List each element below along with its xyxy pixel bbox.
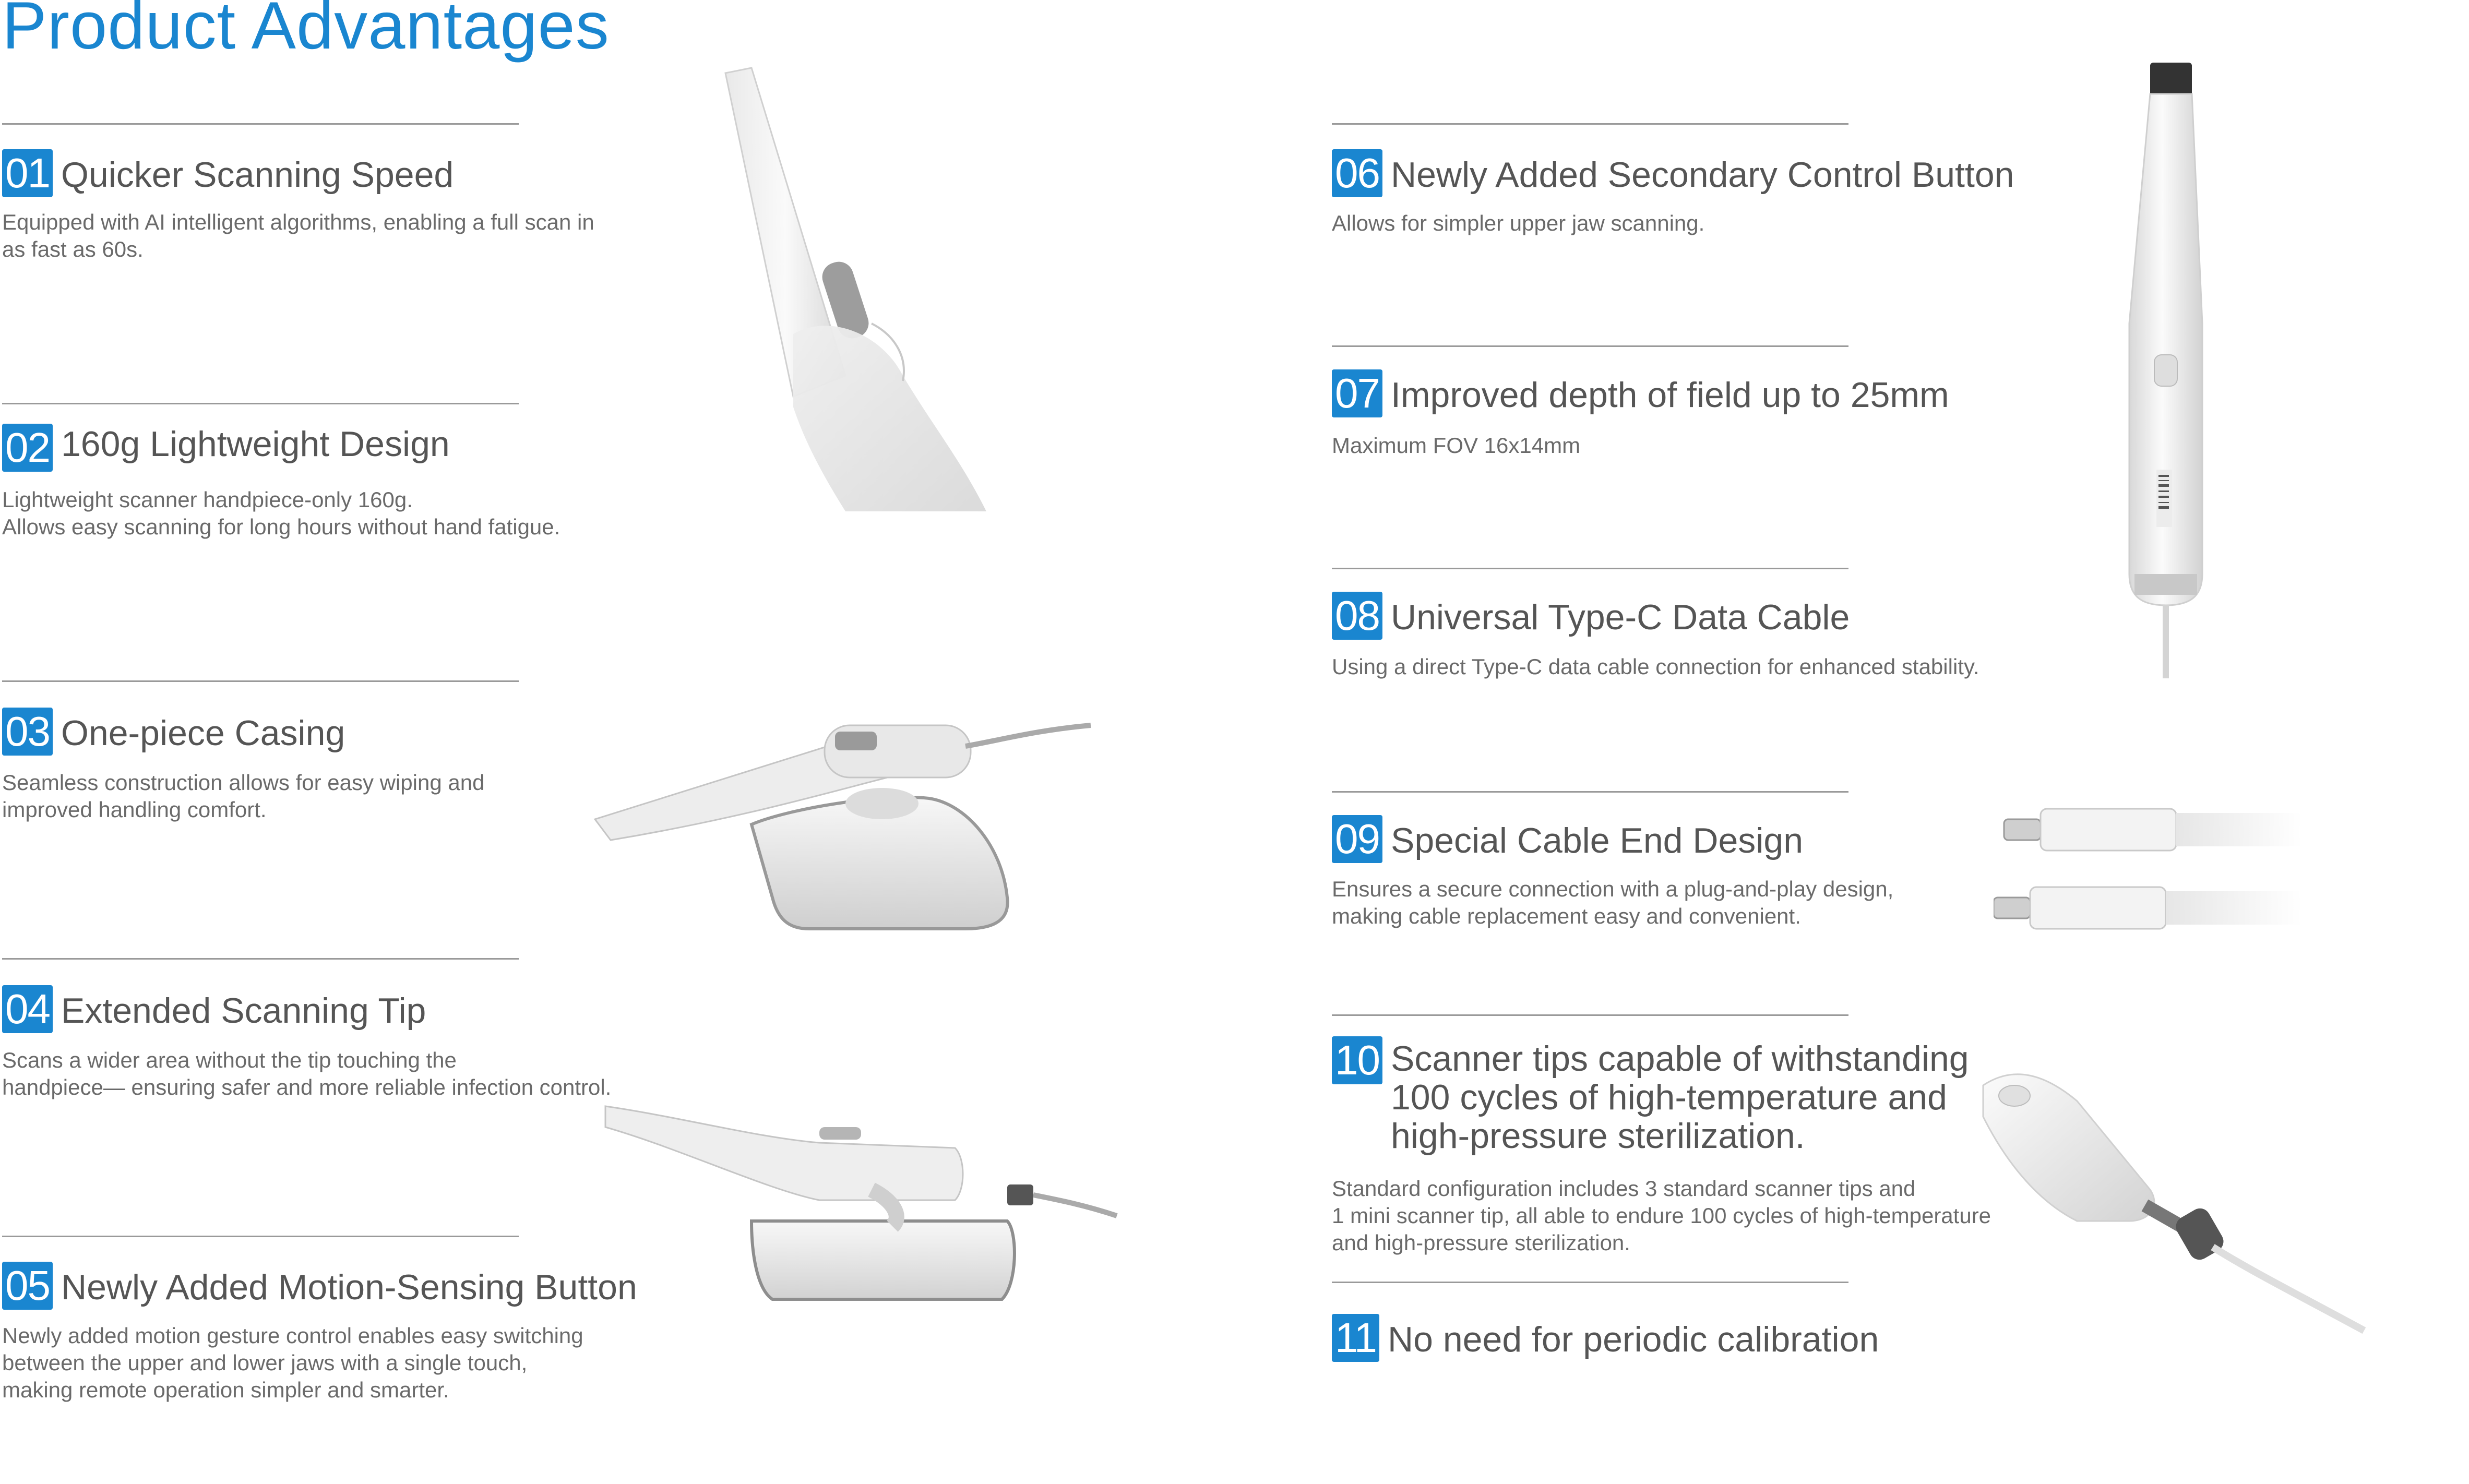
feature-description: Newly added motion gesture control enables easy switching between the upper and lower jaws with a single touch, making remote operation simpler and smarter.	[2, 1323, 583, 1402]
feature-02	[2, 403, 733, 570]
feature-08	[1332, 568, 2062, 735]
feature-title: No need for periodic calibration	[1388, 1320, 1879, 1359]
feature-description: Allows for simpler upper jaw scanning.	[1332, 211, 1705, 235]
feature-title: Universal Type-C Data Cable	[1390, 597, 1850, 637]
divider	[1332, 1014, 1848, 1016]
feature-title: 160g Lightweight Design	[61, 424, 450, 464]
feature-number-badge: 05	[2, 1262, 53, 1310]
feature-title: Special Cable End Design	[1390, 821, 1804, 860]
type-c-cables-image	[1994, 793, 2307, 950]
page-title: Product Advantages	[2, 0, 610, 63]
feature-description: Standard configuration includes 3 standard scanner tips and 1 mini scanner tip, all able to endure 100 cycles of high-temperature and high-pressure sterilization.	[1332, 1176, 1991, 1255]
feature-description: Seamless construction allows for easy wiping and improved handling comfort.	[2, 770, 485, 822]
divider	[1332, 791, 1848, 793]
feature-number-badge: 04	[2, 985, 53, 1033]
feature-number-badge: 08	[1332, 592, 1382, 640]
scanner-on-stand-image	[590, 699, 1096, 939]
feature-09	[1332, 791, 2062, 958]
feature-10	[1332, 1014, 2062, 1265]
feature-number-badge: 01	[2, 149, 53, 197]
feature-title: One-piece Casing	[61, 713, 345, 753]
feature-number-badge: 02	[2, 424, 53, 472]
divider	[1332, 345, 1848, 347]
feature-number-badge: 07	[1332, 369, 1382, 417]
divider	[2, 123, 519, 125]
scanner-in-hand-image	[715, 63, 1007, 522]
divider	[1332, 568, 1848, 569]
feature-07	[1332, 345, 2062, 512]
feature-description: Maximum FOV 16x14mm	[1332, 433, 1581, 458]
feature-number-badge: 03	[2, 708, 53, 756]
feature-number-badge: 10	[1332, 1036, 1382, 1084]
feature-description: Equipped with AI intelligent algorithms, enabling a full scan in as fast as 60s.	[2, 210, 594, 261]
feature-01	[2, 123, 733, 290]
divider	[2, 1236, 519, 1237]
divider	[1332, 1282, 1848, 1283]
divider	[2, 958, 519, 960]
feature-description: Using a direct Type-C data cable connection for enhanced stability.	[1332, 654, 1979, 679]
feature-description: Lightweight scanner handpiece-only 160g. Allows easy scanning for long hours without hand fatigue.	[2, 487, 560, 539]
feature-description: Scans a wider area without the tip touching the handpiece— ensuring safer and more reliable infection control.	[2, 1048, 612, 1099]
feature-title: Newly Added Secondary Control Button	[1390, 155, 2014, 195]
feature-title: Scanner tips capable of withstanding 100 cycles of high-temperature and high-pressure sterilization.	[1390, 1039, 1969, 1156]
feature-06	[1332, 123, 2062, 290]
feature-number-badge: 09	[1332, 815, 1382, 863]
divider	[1332, 123, 1848, 125]
feature-11	[1332, 1282, 2062, 1396]
feature-number-badge: 11	[1332, 1314, 1379, 1362]
scanner-side-view-image	[600, 1096, 1122, 1325]
feature-title: Extended Scanning Tip	[61, 991, 426, 1031]
feature-number-badge: 06	[1332, 149, 1382, 197]
feature-title: Newly Added Motion-Sensing Button	[61, 1267, 637, 1307]
divider	[2, 680, 519, 682]
feature-title: Quicker Scanning Speed	[61, 155, 454, 195]
scanner-cable-end-image	[1973, 1054, 2369, 1336]
feature-title: Improved depth of field up to 25mm	[1390, 375, 1949, 415]
vertical-scanner-image	[2108, 63, 2223, 678]
feature-description: Ensures a secure connection with a plug-and-play design, making cable replacement easy and convenient.	[1332, 877, 1894, 928]
divider	[2, 403, 519, 404]
